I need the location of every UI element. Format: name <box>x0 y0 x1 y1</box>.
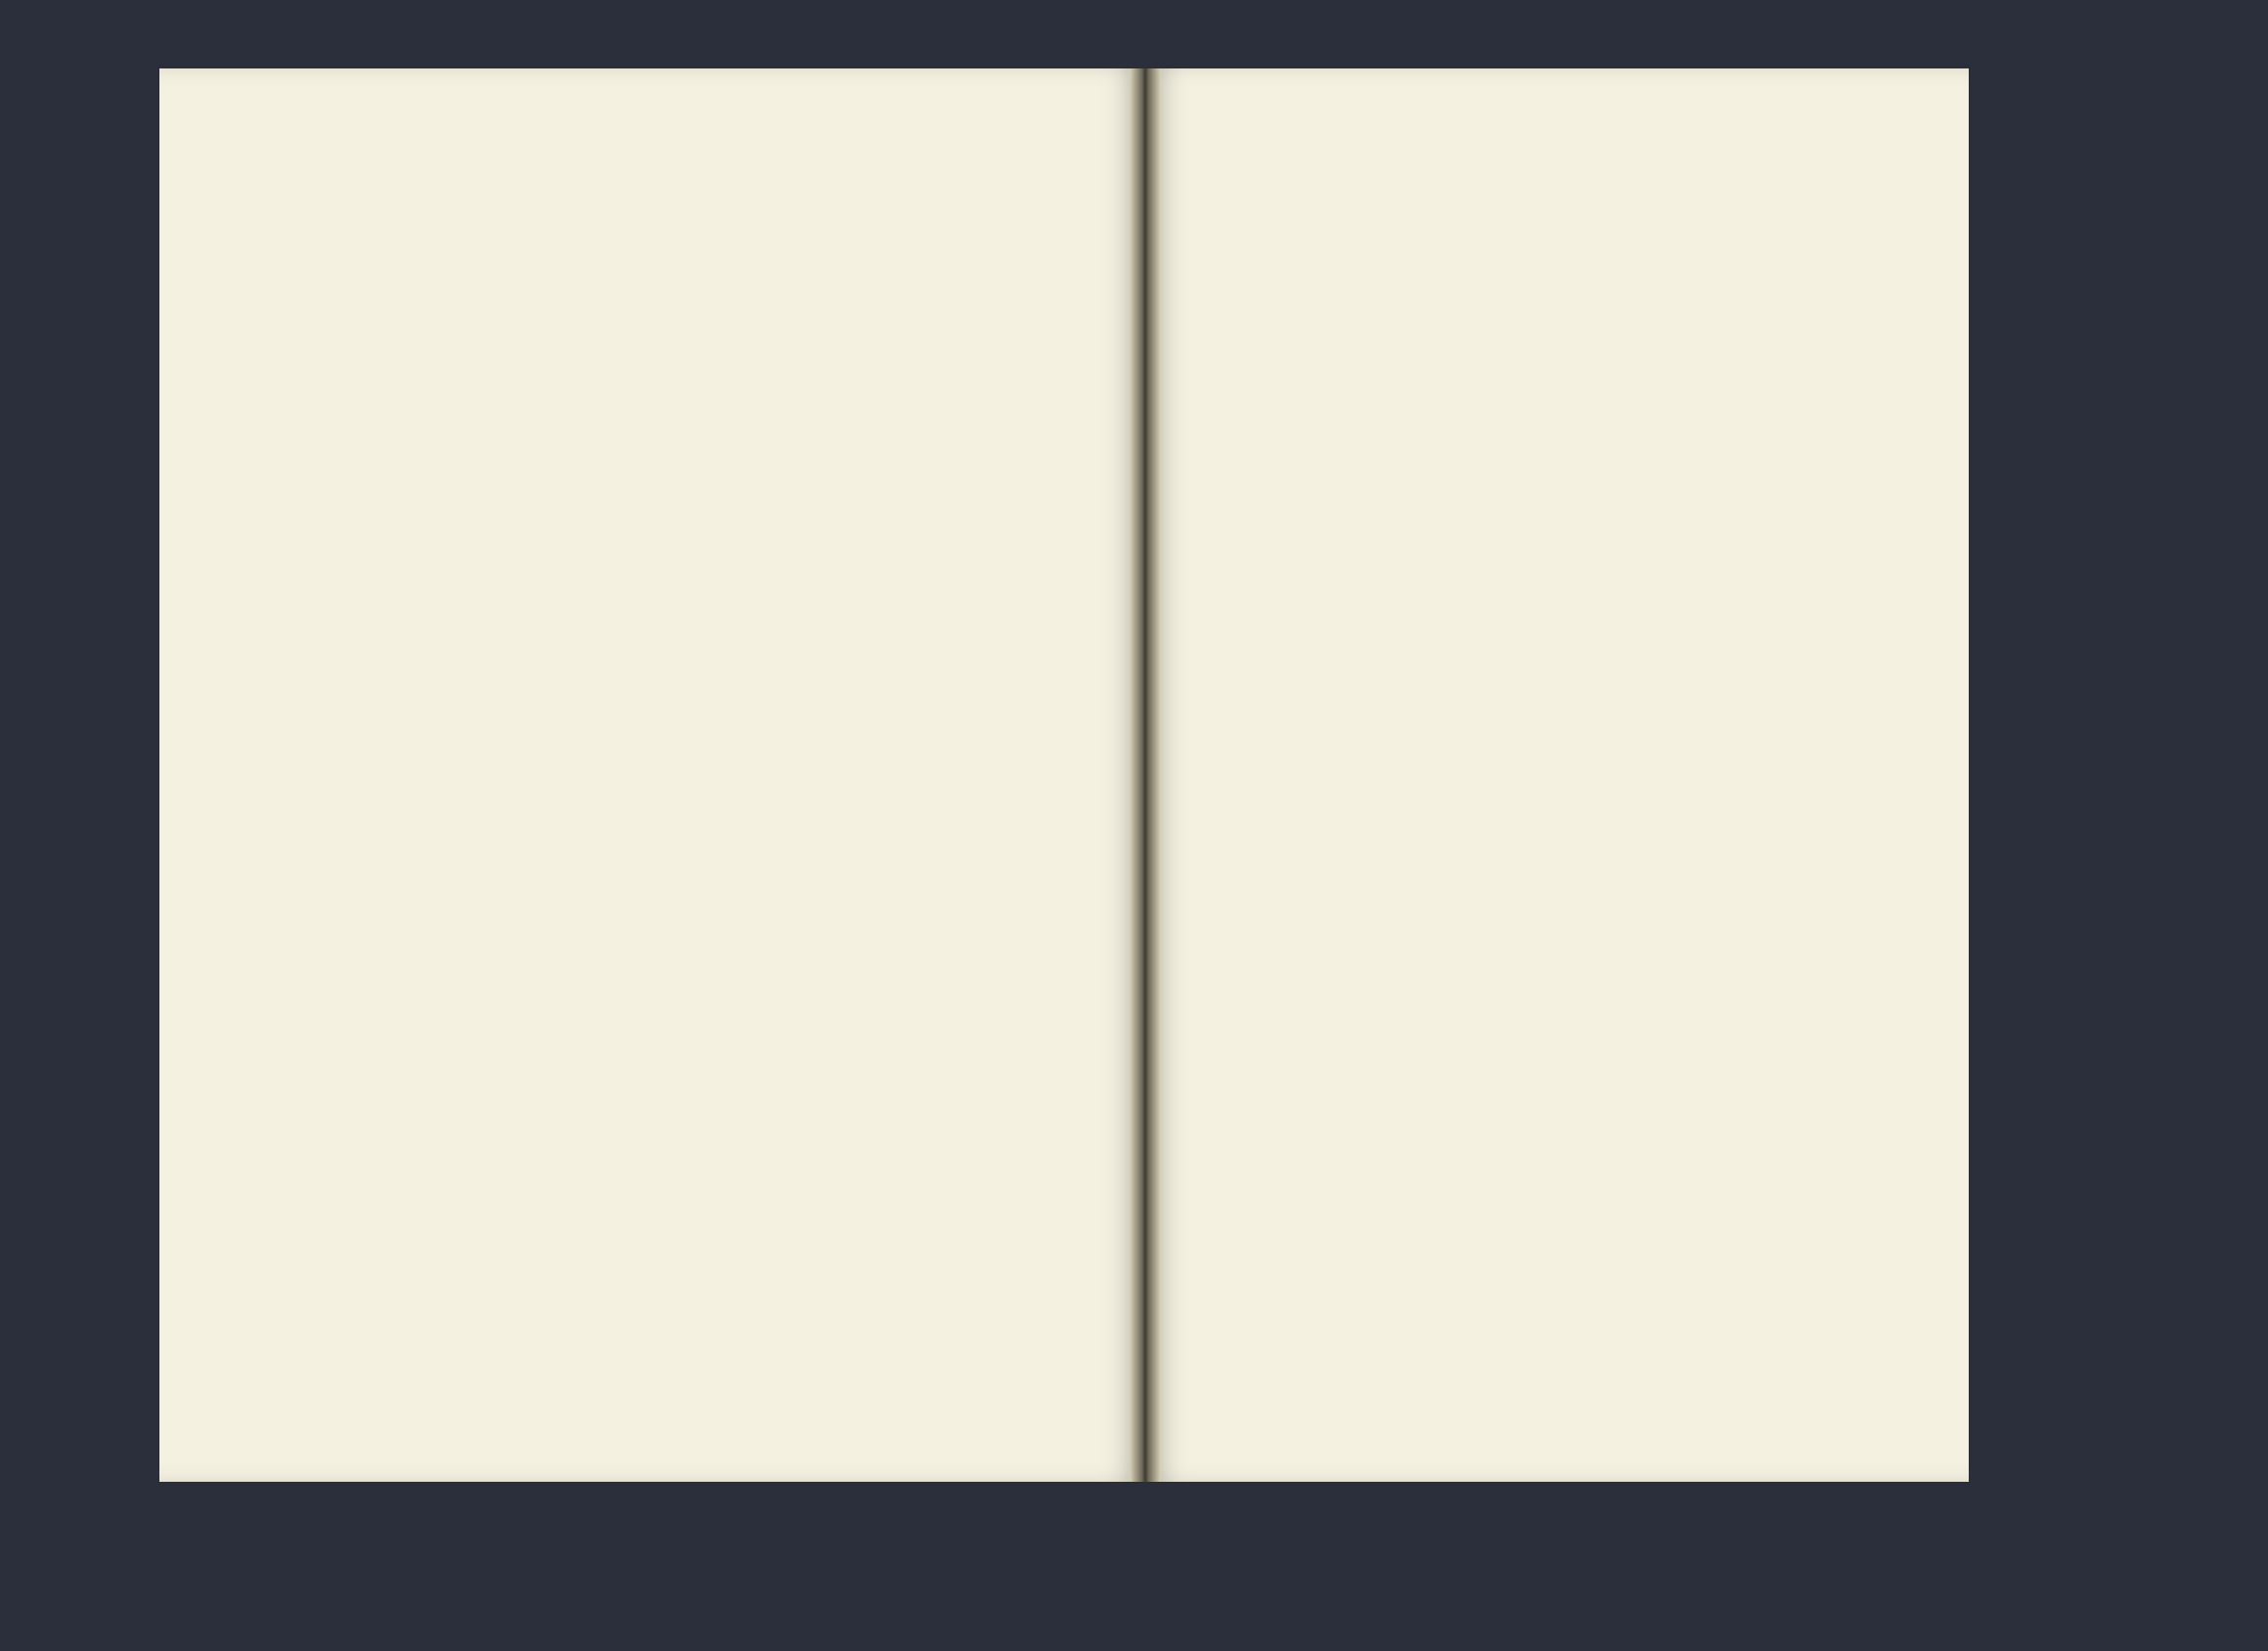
left-page <box>159 68 1145 1482</box>
right-page <box>1145 68 1969 1482</box>
book-spread <box>159 68 1969 1482</box>
book-gutter <box>1130 68 1161 1482</box>
